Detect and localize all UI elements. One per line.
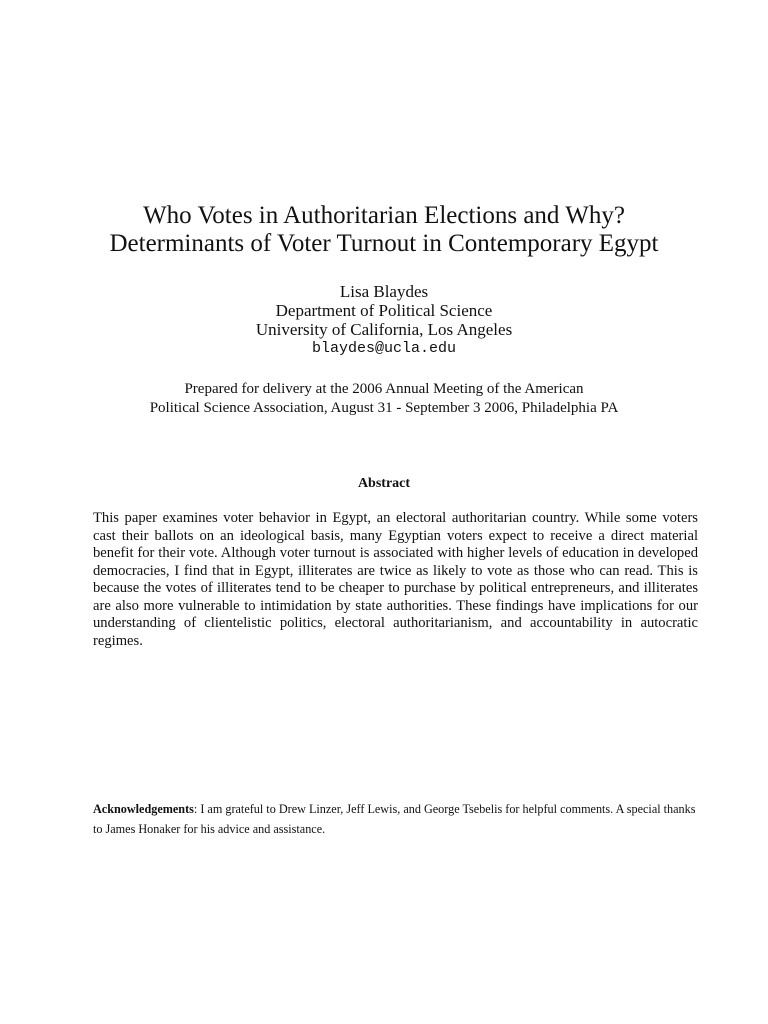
title-line-2: Determinants of Voter Turnout in Contemporary Egypt: [109, 230, 659, 257]
prepared-line-2: Political Science Association, August 31 - September 3 2006, Philadelphia PA: [149, 400, 619, 416]
author-name: Lisa Blaydes: [339, 282, 429, 301]
prepared-note: [40, 380, 728, 418]
prepared-line-1: Prepared for delivery at the 2006 Annual Meeting of the American: [184, 381, 584, 397]
author-email: blaydes@ucla.edu: [311, 340, 457, 357]
title-line-1: Who Votes in Authoritarian Elections and Why?: [143, 202, 625, 229]
author-info: [40, 282, 728, 358]
acknowledgements-label: Acknowledgements: [93, 802, 194, 816]
author-department: Department of Political Science: [275, 301, 493, 320]
acknowledgements-text: : I am grateful to Drew Linzer, Jeff Lewis, and George Tsebelis for helpful comments. A special thanks to James Honaker for his advice and assistance.: [93, 802, 696, 836]
acknowledgements: [93, 799, 703, 839]
paper-title: [40, 202, 728, 258]
abstract-text: This paper examines voter behavior in Egypt, an electoral authoritarian country. While some voters cast their ballots on an ideological basis, many Egyptian voters expect to receive a direct material benefit for their vote. Although voter turnout is associated with higher levels of education in developed democracies, I find that in Egypt, illiterates are twice as likely to vote as those who can read. This is because the votes of illiterates tend to be cheaper to purchase by political entrepreneurs, and illiterates are also more vulnerable to intimidation by state authorities. These findings have implications for our understanding of clientelistic politics, electoral authoritarianism, and accountability in autocratic regimes.: [93, 510, 698, 649]
author-university: University of California, Los Angeles: [255, 320, 513, 339]
abstract-heading: Abstract: [357, 476, 411, 491]
